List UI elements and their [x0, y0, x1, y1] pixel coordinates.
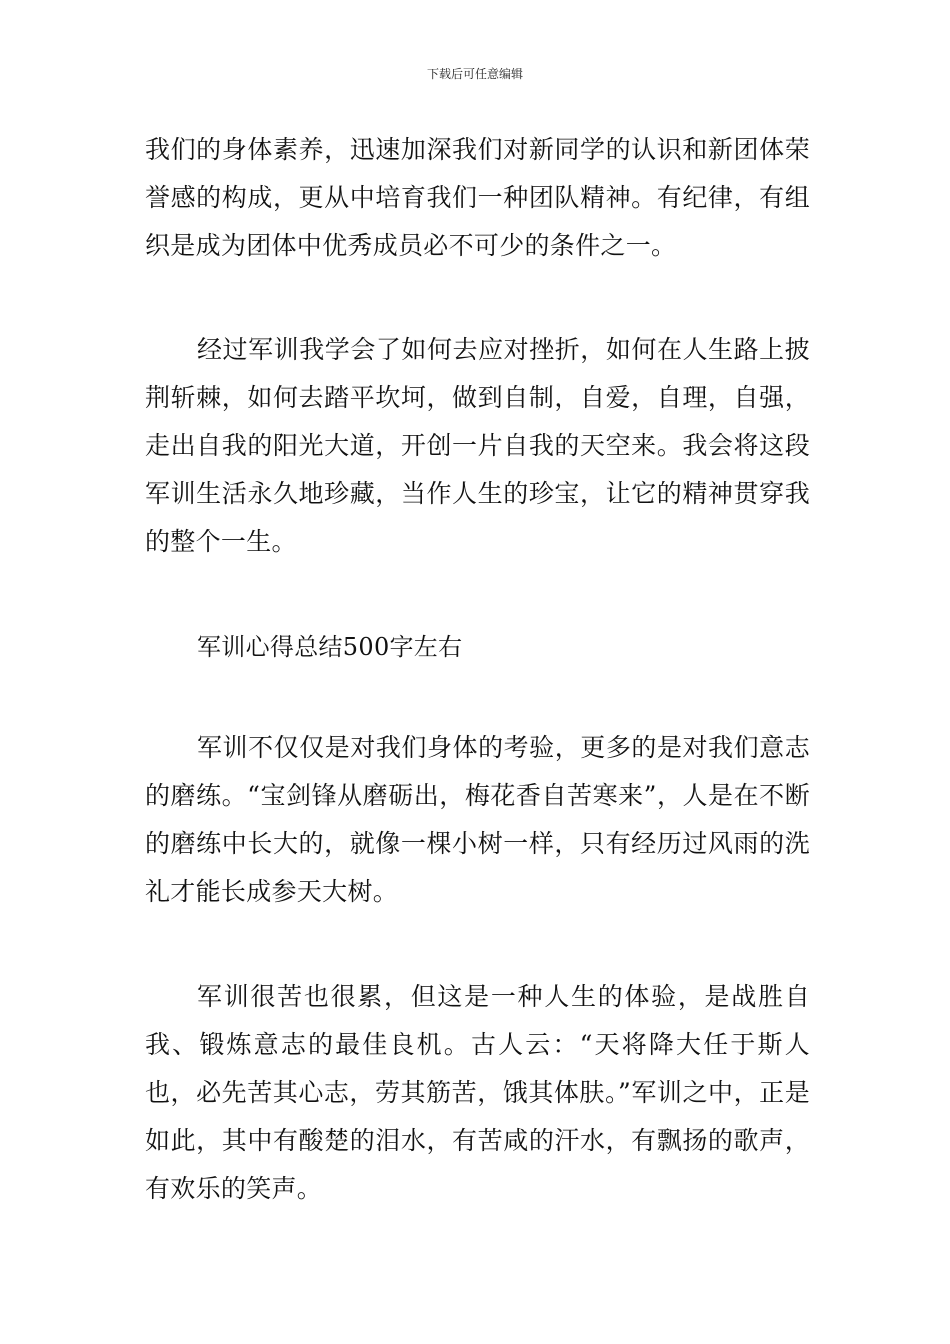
section-heading: 军训心得总结500字左右 [197, 633, 463, 661]
paragraph-continuation: 我们的身体素养，迅速加深我们对新同学的认识和新团体荣誉感的构成，更从中培育我们一种团队精神。有纪律，有组织是成为团体中优秀成员必不可少的条件之一。 [145, 135, 810, 260]
paragraph-training-lessons: 经过军训我学会了如何去应对挫折，如何在人生路上披荆斩棘，如何去踏平坎坷，做到自制，自爱，自理，自强，走出自我的阳光大道，开创一片自我的天空来。我会将这段军训生活永久地珍藏，当作人生的珍宝，让它的精神贯穿我的整个一生。 [145, 335, 810, 556]
page-header: 下载后可任意编辑 [426, 67, 523, 81]
paragraph-hard-experience: 军训很苦也很累，但这是一种人生的体验，是战胜自我、锻炼意志的最佳良机。古人云：“天将降大任于斯人也，必先苦其心志，劳其筋苦，饿其体肤。”军训之中，正是如此，其中有酸楚的泪水，有苦咸的汗水，有飘扬的歌声，有欢乐的笑声。 [145, 982, 810, 1203]
paragraph-will-training: 军训不仅仅是对我们身体的考验，更多的是对我们意志的磨练。“宝剑锋从磨砺出，梅花香自苦寒来”，人是在不断的磨练中长大的，就像一棵小树一样，只有经历过风雨的洗礼才能长成参天大树。 [145, 733, 810, 906]
